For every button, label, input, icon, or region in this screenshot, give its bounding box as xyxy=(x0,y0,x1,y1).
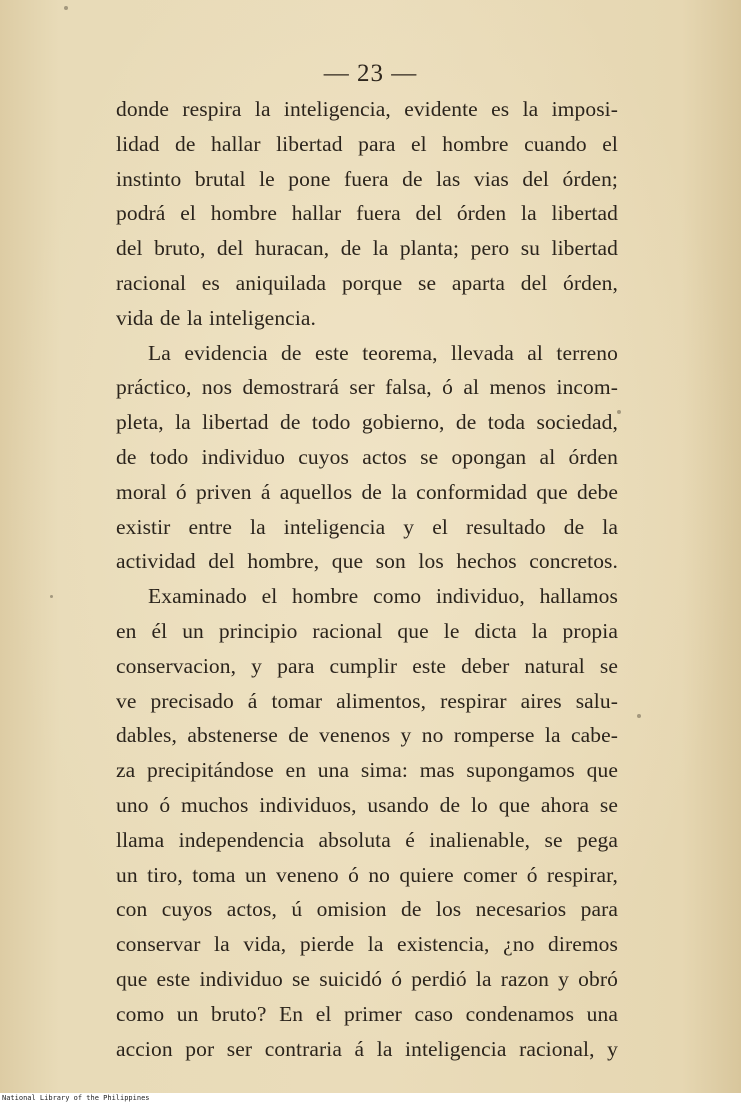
text-line: vida de la inteligencia. xyxy=(116,305,317,330)
text-line: conservacion, y para cumplir este deber natural se xyxy=(116,653,618,678)
text-line: en él un principio racional que le dicta la propia xyxy=(116,618,618,643)
body-text xyxy=(116,92,618,1066)
text-line: instinto brutal le pone fuera de las vias del órden; xyxy=(116,166,618,191)
text-line: racional es aniquilada porque se aparta del órden, xyxy=(116,270,618,295)
paper-speck xyxy=(637,714,641,718)
text-line: práctico, nos demostrará ser falsa, ó al menos incom- xyxy=(116,375,618,400)
text-line: accion por ser contraria á la inteligencia racional, y xyxy=(116,1036,618,1061)
page-number: — 23 — xyxy=(323,60,418,87)
text-line: como un bruto? En el primer caso condenamos una xyxy=(116,1001,618,1026)
text-line: Examinado el hombre como individuo, hallamos xyxy=(148,584,618,609)
text-line: La evidencia de este teorema, llevada al terreno xyxy=(148,340,618,365)
text-line: de todo individuo cuyos actos se opongan al órden xyxy=(116,444,618,469)
text-line: uno ó muchos individuos, usando de lo que ahora se xyxy=(116,792,618,817)
text-line: podrá el hombre hallar fuera del órden la libertad xyxy=(116,201,618,226)
footer-strip xyxy=(0,1093,741,1103)
text-line: pleta, la libertad de todo gobierno, de toda sociedad, xyxy=(116,410,618,435)
text-line: conservar la vida, pierde la existencia, ¿no diremos xyxy=(116,932,618,957)
text-line: actividad del hombre, que son los hechos concretos. xyxy=(116,549,618,574)
library-credit: National Library of the Philippines xyxy=(2,1094,150,1102)
text-line: moral ó priven á aquellos de la conformidad que debe xyxy=(116,479,618,504)
text-line: existir entre la inteligencia y el resultado de la xyxy=(116,514,618,539)
paper-speck xyxy=(50,595,53,598)
text-line: dables, abstenerse de venenos y no romperse la cabe- xyxy=(116,723,618,748)
text-line: ve precisado á tomar alimentos, respirar aires salu- xyxy=(116,688,618,713)
text-line: del bruto, del huracan, de la planta; pero su libertad xyxy=(116,236,618,261)
text-line: lidad de hallar libertad para el hombre cuando el xyxy=(116,131,618,156)
text-line: que este individuo se suicidó ó perdió la razon y obró xyxy=(116,966,618,991)
text-line: un tiro, toma un veneno ó no quiere comer ó respirar, xyxy=(116,862,618,887)
text-line: con cuyos actos, ú omision de los necesarios para xyxy=(116,897,618,922)
text-line: donde respira la inteligencia, evidente es la imposi- xyxy=(116,97,618,121)
text-line: za precipitándose en una sima: mas supongamos que xyxy=(116,758,618,783)
paper-speck xyxy=(64,6,68,10)
text-line: llama independencia absoluta é inalienable, se pega xyxy=(116,827,618,852)
